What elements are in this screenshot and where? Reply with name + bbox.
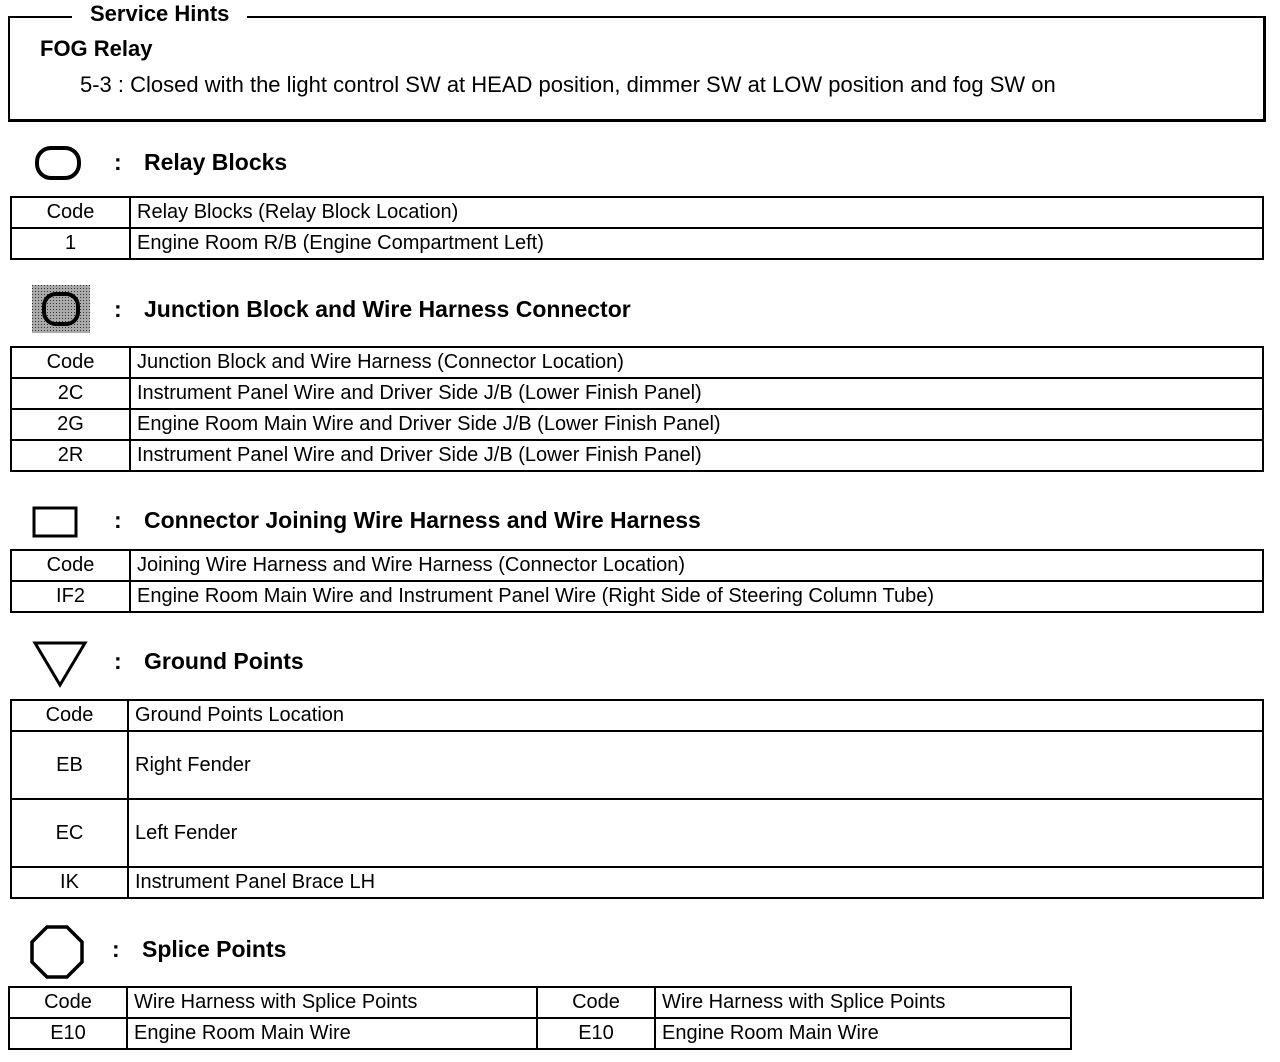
table-header-row: Code Relay Blocks (Relay Block Location) xyxy=(11,197,1263,228)
table-header-row: Code Junction Block and Wire Harness (Connector Location) xyxy=(11,347,1263,378)
ground-point-icon xyxy=(32,640,88,688)
service-hints-title: Service Hints xyxy=(72,0,247,28)
table-header-row: Code Joining Wire Harness and Wire Harness (Connector Location) xyxy=(11,550,1263,581)
table-row: 1 Engine Room R/B (Engine Compartment Left) xyxy=(11,228,1263,259)
table-row: IF2 Engine Room Main Wire and Instrument Panel Wire (Right Side of Steering Column Tube) xyxy=(11,581,1263,612)
relay-blocks-heading: : Relay Blocks xyxy=(114,149,288,175)
table-row: 2R Instrument Panel Wire and Driver Side J/B (Lower Finish Panel) xyxy=(11,440,1263,471)
connector-heading: : Connector Joining Wire Harness and Wire Harness xyxy=(114,507,701,533)
relay-blocks-table xyxy=(10,196,1264,260)
table-row: IK Instrument Panel Brace LH xyxy=(11,867,1263,898)
splice-point-icon xyxy=(28,924,86,980)
table-row: E10 Engine Room Main Wire E10 Engine Room Main Wire xyxy=(9,1018,1071,1049)
relay-block-icon xyxy=(34,145,82,181)
service-hints-box xyxy=(8,16,1266,122)
table-header-row: Code Wire Harness with Splice Points Code Wire Harness with Splice Points xyxy=(9,987,1071,1018)
fog-relay-hint: 5-3 : Closed with the light control SW at HEAD position, dimmer SW at LOW position and fog SW on xyxy=(80,72,1056,97)
fog-relay-title: FOG Relay xyxy=(40,36,153,61)
splice-points-table xyxy=(8,986,1072,1050)
junction-block-table xyxy=(10,346,1264,472)
table-row: EB Right Fender xyxy=(11,731,1263,799)
ground-points-table xyxy=(10,699,1264,899)
connector-table xyxy=(10,549,1264,613)
junction-block-heading: : Junction Block and Wire Harness Connector xyxy=(114,296,631,322)
table-row: 2C Instrument Panel Wire and Driver Side J/B (Lower Finish Panel) xyxy=(11,378,1263,409)
junction-block-icon xyxy=(32,285,90,333)
ground-points-heading: : Ground Points xyxy=(114,648,304,674)
splice-points-heading: : Splice Points xyxy=(112,936,287,962)
table-row: EC Left Fender xyxy=(11,799,1263,867)
table-header-row: Code Ground Points Location xyxy=(11,700,1263,731)
table-row: 2G Engine Room Main Wire and Driver Side J/B (Lower Finish Panel) xyxy=(11,409,1263,440)
connector-icon xyxy=(32,506,78,538)
